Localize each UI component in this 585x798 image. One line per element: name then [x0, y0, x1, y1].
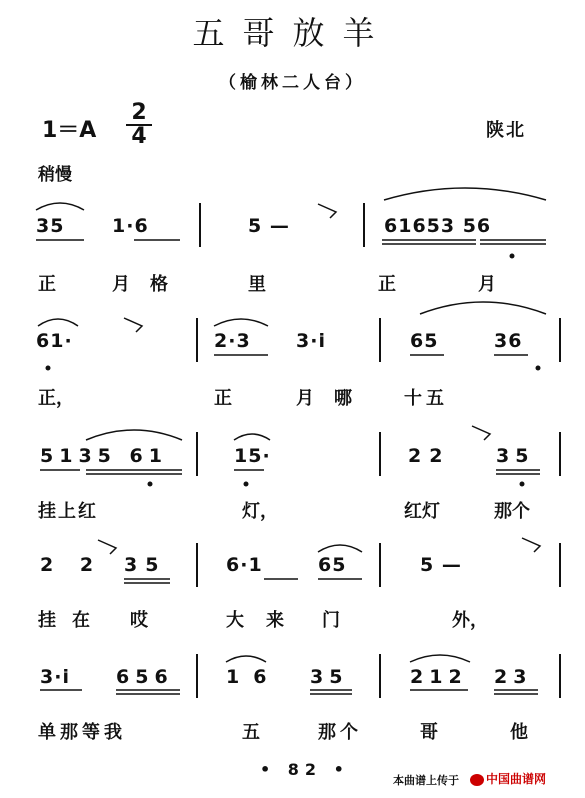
line5-notes-a: 3·i	[40, 666, 70, 688]
line4-notes-c: 6·1	[226, 554, 263, 576]
line2-lyric-c: 月哪	[296, 388, 372, 409]
origin-label: 陕北	[486, 120, 526, 141]
slur-arcs	[36, 188, 546, 662]
site-logo[interactable]	[470, 770, 546, 787]
octave-dots	[46, 254, 541, 487]
line1-notes-c: 5 —	[248, 215, 290, 237]
line3-notes-b: 15·	[234, 445, 271, 467]
line1-lyric-d: 正	[378, 274, 396, 295]
line5-notes-f: 23	[494, 666, 533, 688]
line1-notes-b: 1·6	[112, 215, 149, 237]
line5-lyric-d: 哥	[420, 722, 438, 743]
line4-notes-a: 2 2	[40, 554, 104, 576]
line3-notes-c: 22	[408, 445, 451, 467]
line4-notes-d: 65	[318, 554, 347, 576]
line2-notes-c: 3·i	[296, 330, 326, 352]
line2-notes-e: 36	[494, 330, 523, 352]
breath-marks	[98, 204, 540, 554]
line2-notes-b: 2·3	[214, 330, 251, 352]
line4-notes-e: 5 —	[420, 554, 462, 576]
line2-lyric-d: 十五	[404, 388, 448, 409]
score-title: 五哥放羊	[192, 14, 393, 52]
line5-notes-d: 35	[310, 666, 349, 688]
line4-lyric-a: 挂在	[38, 610, 106, 631]
key-signature: 1＝A	[42, 118, 97, 143]
meter-bottom: 4	[131, 124, 147, 149]
page-number: • 82 •	[260, 760, 350, 779]
logo-text: 中国曲谱网	[486, 772, 547, 786]
line4-notes-b: 35	[124, 554, 167, 576]
tempo-marking: 稍慢	[38, 165, 72, 185]
line1-notes-a: 35	[36, 215, 65, 237]
line2-notes-a: 61·	[36, 330, 73, 352]
line3-lyric-d: 那个	[494, 501, 530, 522]
line4-lyric-c: 大来	[226, 610, 306, 631]
logo-icon	[470, 774, 484, 786]
line3-lyric-a: 挂上红	[38, 501, 98, 522]
line1-lyric-b: 月格	[112, 274, 188, 295]
line5-lyric-b: 五	[242, 722, 260, 743]
score-subtitle: （榆林二人台）	[219, 73, 366, 93]
meter-top: 2	[131, 100, 147, 125]
line5-notes-c: 16	[226, 666, 281, 688]
line2-lyric-b: 正	[214, 388, 232, 409]
line1-lyric-c: 里	[248, 274, 266, 295]
line3-notes-a: 5135 61	[40, 445, 168, 467]
line5-notes-e: 212	[410, 666, 468, 688]
line5-lyric-c: 那个	[318, 722, 362, 743]
line2-lyric-a: 正，	[38, 388, 74, 409]
barlines	[197, 203, 560, 698]
line4-lyric-d: 门	[322, 610, 340, 631]
line1-notes-d: 61653 56	[384, 215, 492, 237]
line3-notes-d: 35	[496, 445, 535, 467]
line4-lyric-e: 外，	[452, 610, 488, 631]
line4-lyric-b: 哎	[130, 610, 148, 631]
line5-lyric-a: 单那等我	[38, 722, 126, 743]
line2-notes-d: 65	[410, 330, 439, 352]
line1-lyric-a: 正	[38, 274, 56, 295]
line1-lyric-e: 月	[478, 274, 496, 295]
beam-lines	[36, 240, 546, 694]
line3-lyric-c: 红灯	[404, 501, 440, 522]
line5-lyric-e: 他	[510, 722, 528, 743]
upload-credit: 本曲谱上传于	[393, 774, 459, 787]
line5-notes-b: 656	[116, 666, 174, 688]
line3-lyric-b: 灯，	[242, 501, 278, 522]
